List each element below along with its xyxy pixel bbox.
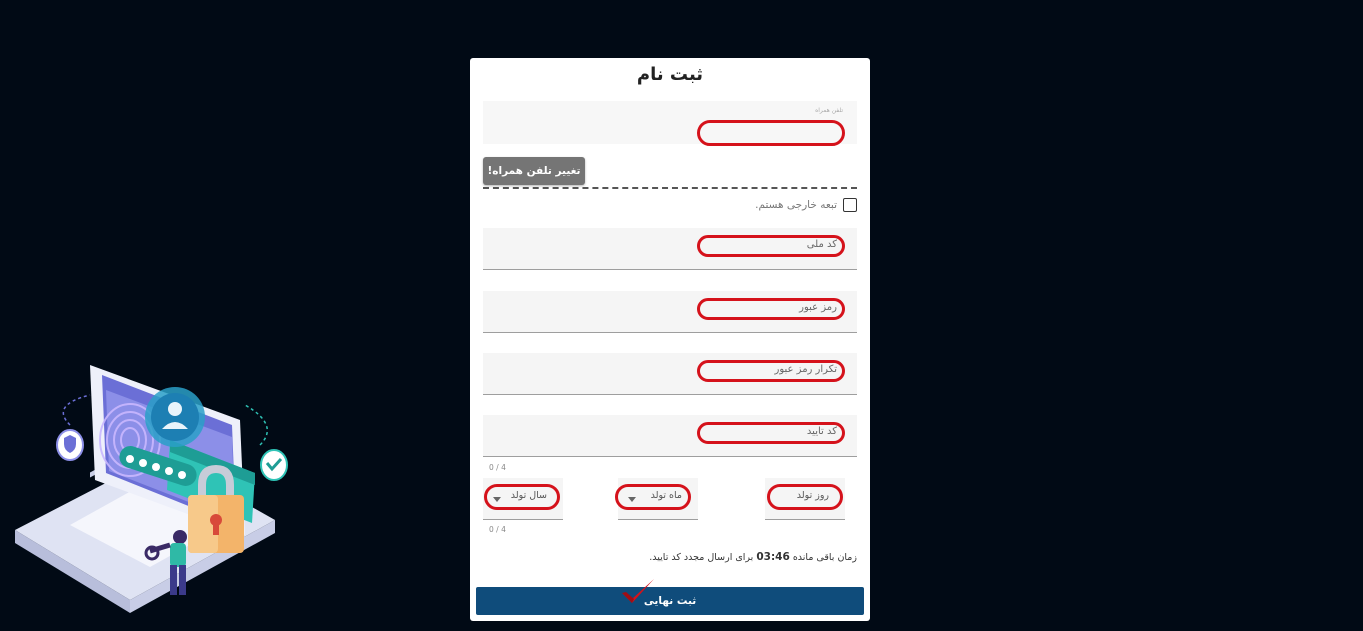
birth-year-label: سال تولد — [510, 490, 547, 501]
security-laptop-illustration-icon — [10, 345, 300, 625]
resend-timer — [649, 551, 857, 563]
birth-year-select[interactable] — [483, 478, 563, 520]
birth-year-counter: 0 / 4 — [489, 525, 506, 534]
password-repeat-field[interactable] — [483, 353, 857, 395]
phone-input-highlight[interactable] — [697, 120, 845, 146]
change-phone-button[interactable]: تغییر تلفن همراه! — [483, 157, 585, 185]
national-id-field[interactable] — [483, 228, 857, 270]
verify-code-field[interactable] — [483, 415, 857, 457]
foreign-national-label: تبعه خارجی هستم. — [755, 199, 837, 211]
red-check-mark-icon — [620, 577, 656, 609]
registration-card — [470, 58, 870, 621]
password-repeat-label: تکرار رمز عبور — [774, 364, 837, 375]
timer-value: 03:46 — [756, 551, 790, 563]
page-title: ثبت نام — [636, 64, 704, 85]
divider — [483, 187, 857, 189]
password-field[interactable] — [483, 291, 857, 333]
foreign-national-checkbox[interactable] — [843, 198, 857, 212]
phone-label: تلفن همراه — [815, 107, 843, 114]
phone-field[interactable] — [483, 101, 857, 144]
verify-code-counter: 0 / 4 — [489, 463, 506, 472]
timer-suffix: برای ارسال مجدد کد تایید. — [649, 552, 754, 563]
verify-code-label: کد تایید — [806, 426, 837, 437]
birth-day-label: روز تولد — [796, 490, 829, 501]
birth-month-label: ماه تولد — [650, 490, 682, 501]
timer-prefix: زمان باقی مانده — [792, 552, 857, 563]
password-label: رمز عبور — [799, 302, 837, 313]
birth-day-select[interactable] — [765, 478, 845, 520]
chevron-down-icon[interactable] — [493, 497, 501, 502]
national-id-label: کد ملی — [806, 239, 837, 250]
birth-month-select[interactable] — [618, 478, 698, 520]
foreign-national-row[interactable] — [755, 197, 857, 213]
submit-button[interactable]: ثبت نهایی — [476, 587, 864, 615]
chevron-down-icon[interactable] — [628, 497, 636, 502]
